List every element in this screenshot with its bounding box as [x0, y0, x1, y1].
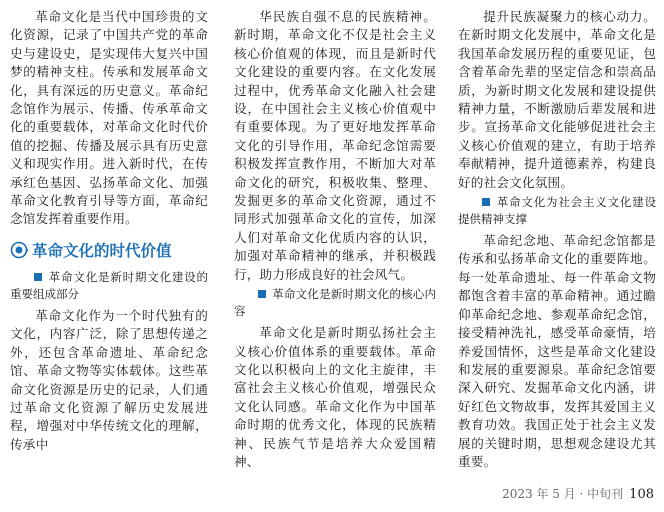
square-bullet-icon — [258, 290, 266, 298]
subheading-text: 革命文化是新时期文化建设的重要组成部分 — [10, 269, 208, 301]
paragraph: 提升民族凝聚力的核心动力。在新时期文化发展中，革命文化是我国革命发展历程的重要见证，包含着革命先辈的坚定信念和崇高品质，为新时期文化发展和建设提供精神力量，不断激励后辈发展和进步。宣扬革命文化能够促进社会主义核心价值观的建立，有助于培养奉献精神，提升道德素养，构建良好的社会文化氛围。 — [458, 9, 656, 190]
paragraph: 革命纪念地、革命纪念馆都是传承和弘扬革命文化的重要阵地。每一处革命遗址、每一件革命文物都饱含着丰富的革命精神。通过瞻仰革命纪念地、参观革命纪念馆，接受精神洗礼，感受革命豪情，培养爱国情怀，这些是革命文化建设和发展的重要源泉。革命纪念馆要深入研究、发掘革命文化内涵，讲好红色文物故事，发挥其爱国主义教育功效。我国正处于社会主义发展的关键时期，思想观念建设尤其重要。 — [458, 233, 656, 469]
paragraph: 革命文化作为一个时代独有的文化，内容广泛，除了思想传递之外，还包含革命遗址、革命纪念馆、革命文物等实体载体。这些革命文化资源是历史的记录，人们通过革命文化资源了解历史发展进程，增强对中华传统文化的理解，传承中 — [10, 307, 208, 452]
section-title: 革命文化的时代价值 — [32, 241, 172, 260]
column-1 — [10, 8, 208, 454]
column-2 — [234, 8, 436, 471]
paragraph: 革命文化是新时期弘扬社会主义核心价值体系的重要载体。革命文化以积极向上的文化主旋律，丰富社会主义核心价值观，增强民众文化认同感。革命文化作为中国革命时期的优秀文化，体现的民族精神、民族气节是培养大众爱国精神、 — [234, 325, 436, 469]
subheading-text: 革命文化为社会主义文化建设提供精神支撑 — [458, 195, 656, 227]
section-heading — [10, 239, 208, 261]
column-3 — [458, 8, 656, 471]
paragraph: 革命文化是当代中国珍贵的文化资源，记录了中国共产党的革命史与建设史，是实现伟大复兴中国梦的精神支柱。传承和发展革命文化，具有深远的历史意义。革命纪念馆作为展示、传播、传承革命文化的重要载体，对革命文化时代价值的挖掘、传播及展示具有历史意义和现实作用。进入新时代，在传承红色基因、弘扬革命文化、加强革命文化教育引导等方面，革命纪念馆发挥着重要作用。 — [10, 9, 208, 227]
target-circle-icon — [10, 241, 28, 259]
square-bullet-icon — [34, 273, 42, 281]
subheading — [458, 194, 656, 228]
subheading — [10, 269, 208, 303]
subheading-text: 革命文化是新时期文化的核心内容 — [234, 287, 436, 319]
square-bullet-icon — [482, 198, 490, 206]
issue-label: 2023 年 5 月 · 中旬刊 — [502, 487, 624, 501]
paragraph: 华民族自强不息的民族精神。新时期，革命文化不仅是社会主义核心价值观的体现，而且是新时代文化建设的重要内容。在文化发展过程中，优秀革命文化融入社会建设，在中国社会主义核心价值观中有重要体现。为了更好地发挥革命文化的引导作用，革命纪念馆需要积极发挥宣教作用，不断加大对革命文化的研究，积极收集、整理、发掘更多的革命文化资源，通过不同形式加强革命文化的宣传，加深人们对革命文化优质内容的认识，加强对革命精神的继承，并积极践行，助力形成良好的社会风气。 — [234, 9, 436, 282]
page-footer — [502, 485, 654, 502]
page-number: 108 — [629, 487, 654, 502]
subheading — [234, 286, 436, 320]
